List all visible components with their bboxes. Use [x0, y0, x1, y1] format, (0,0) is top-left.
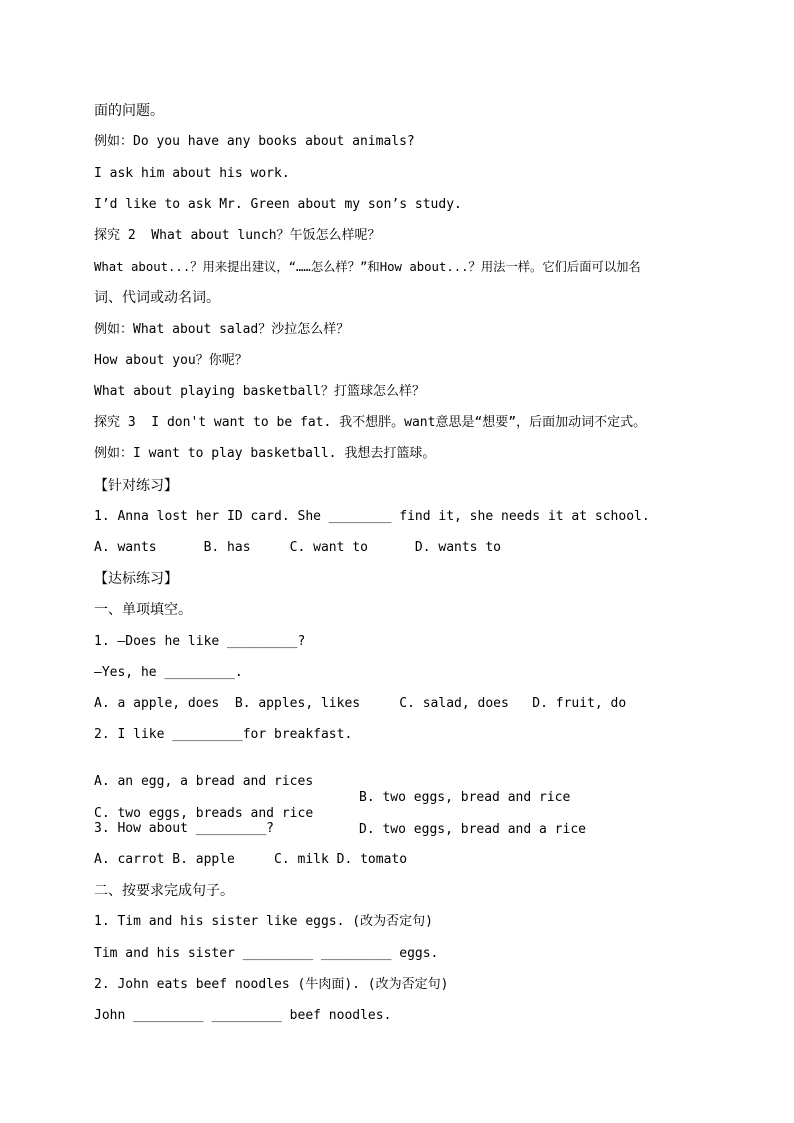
- text-line: 例如：Do you have any books about animals?: [94, 134, 415, 149]
- question-text: 1. Anna lost her ID card. She ________ find it, she needs it at school.: [94, 509, 650, 524]
- text-line: What about...？用来提出建议，“……怎么样？”和How about...？用法一样。它们后面可以加名: [94, 260, 641, 274]
- question-text: 1. Tim and his sister like eggs. (改为否定句): [94, 914, 433, 929]
- text-line: I ask him about his work.: [94, 166, 290, 181]
- question-text: John _________ _________ beef noodles.: [94, 1008, 392, 1023]
- section-heading: 探究 3 I don't want to be fat. 我不想胖。want意思是“想要”，后面加动词不定式。: [94, 415, 647, 430]
- text-line: 面的问题。: [94, 103, 164, 119]
- text-line: I’d like to ask Mr. Green about my son’s study.: [94, 197, 462, 212]
- text-line: What about playing basketball？打篮球怎么样？: [94, 384, 425, 399]
- text-line: How about you？你呢？: [94, 353, 248, 368]
- section-heading: 【针对练习】: [94, 478, 178, 494]
- answer-options: A. a apple, does B. apples, likes C. salad, does D. fruit, do: [94, 696, 627, 711]
- option-b: B. two eggs, bread and rice: [359, 790, 571, 805]
- answer-options: A. wants B. has C. want to D. wants to: [94, 540, 501, 555]
- section-heading: 一、单项填空。: [94, 602, 192, 618]
- text-line: 例如：What about salad？沙拉怎么样？: [94, 322, 350, 337]
- answer-options: A. carrot B. apple C. milk D. tomato: [94, 852, 408, 867]
- text-line: 词、代词或动名词。: [94, 290, 220, 306]
- section-heading: 二、按要求完成句子。: [94, 883, 234, 899]
- option-c: C. two eggs, breads and rice: [94, 806, 314, 821]
- text-line: 例如：I want to play basketball. 我想去打篮球。: [94, 446, 436, 461]
- question-text: 2. I like _________for breakfast.: [94, 727, 353, 742]
- question-text: 2. John eats beef noodles (牛肉面). (改为否定句): [94, 977, 449, 992]
- option-d: D. two eggs, bread and a rice: [359, 822, 586, 837]
- question-text: 1. —Does he like _________?: [94, 634, 306, 649]
- option-a: A. an egg, a bread and rices: [94, 774, 314, 789]
- section-heading: 【达标练习】: [94, 571, 178, 587]
- question-text: Tim and his sister _________ _________ eggs.: [94, 946, 439, 961]
- section-heading: 探究 2 What about lunch？午饭怎么样呢？: [94, 228, 381, 243]
- question-text: —Yes, he _________.: [94, 665, 243, 680]
- question-text: 3. How about _________?: [94, 821, 275, 836]
